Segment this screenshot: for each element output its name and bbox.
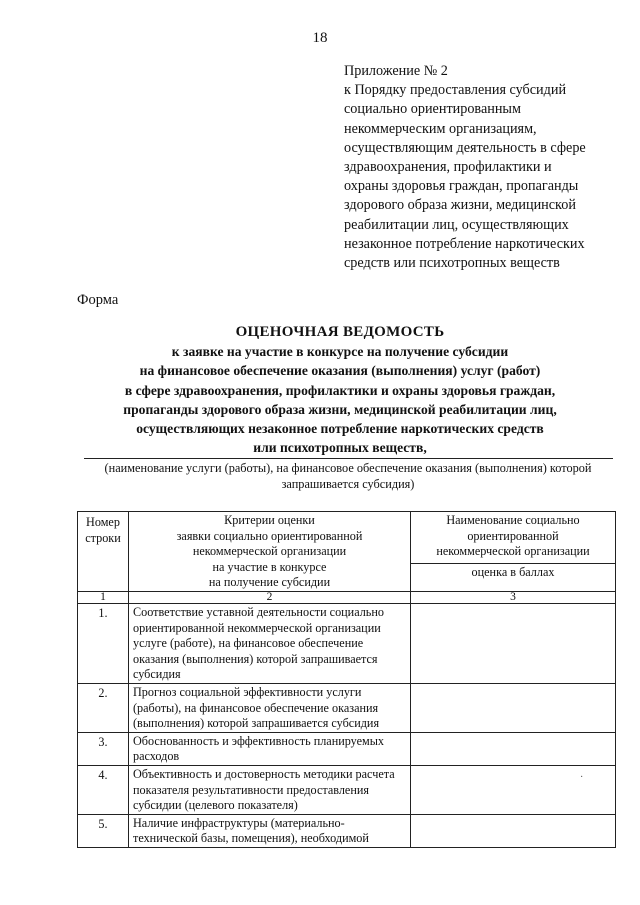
header-text: Наименование социально — [446, 513, 580, 527]
header-organization — [411, 512, 616, 592]
header-text: на получение субсидии — [208, 575, 331, 590]
title-line: или психотропных веществ, — [253, 440, 427, 456]
appendix-line: здравоохранения, профилактики и — [344, 159, 552, 176]
header-text: Номер — [86, 515, 120, 529]
appendix-line: здорового образа жизни, медицинской — [344, 197, 576, 214]
service-name-blank-line[interactable] — [84, 458, 613, 459]
document-title — [60, 322, 620, 458]
header-organization-name — [411, 512, 615, 564]
row-score-cell[interactable] — [411, 814, 616, 847]
row-score-cell[interactable] — [411, 683, 616, 732]
appendix-line: охраны здоровья граждан, пропаганды — [344, 178, 579, 195]
column-number: 1 — [78, 591, 129, 603]
evaluation-table — [77, 511, 616, 848]
row-number: 5. — [78, 814, 129, 847]
caption-line: (наименование услуги (работы), на финансовое обеспечение оказания (выполнения) которой — [104, 461, 592, 475]
table-row — [78, 732, 616, 765]
row-number: 3. — [78, 732, 129, 765]
header-text: некоммерческой организации — [192, 544, 347, 559]
appendix-line: реабилитации лиц, осуществляющих — [344, 216, 569, 233]
header-text: Критерии оценки — [224, 513, 315, 527]
column-number: 2 — [129, 591, 411, 603]
table-row — [78, 603, 616, 683]
form-label: Форма — [77, 292, 119, 308]
row-criterion: Прогноз социальной эффективности услуги (работы), на финансовое обеспечение оказания (выполнения) которой запрашивается субсидия — [129, 683, 411, 732]
table-row — [78, 683, 616, 732]
title-line: пропаганды здорового образа жизни, медицинской реабилитации лиц, — [123, 401, 557, 417]
header-criteria — [129, 512, 411, 592]
row-criterion: Наличие инфраструктуры (материально-технической базы, помещения), необходимой — [129, 814, 411, 847]
table-row — [78, 814, 616, 847]
title-line: осуществляющих незаконное потребление наркотических средств — [136, 421, 544, 437]
service-name-caption — [70, 460, 626, 492]
appendix-line: социально ориентированным — [344, 101, 521, 118]
appendix-line: Приложение № 2 — [344, 63, 448, 79]
appendix-line: к Порядку предоставления субсидий — [344, 82, 567, 99]
title-main: ОЦЕНОЧНАЯ ВЕДОМОСТЬ — [235, 324, 445, 340]
appendix-line: некоммерческим организациям, — [344, 120, 537, 137]
header-text: ориентированной — [467, 528, 559, 543]
row-score-cell[interactable] — [411, 603, 616, 683]
header-text: строки — [85, 530, 121, 545]
page-number: 18 — [312, 30, 328, 46]
appendix-line: осуществляющим деятельность в сфере — [344, 139, 586, 156]
header-score: оценка в баллах — [471, 565, 555, 579]
header-row-number — [78, 512, 129, 592]
table-row — [78, 765, 616, 814]
row-score-cell[interactable] — [411, 732, 616, 765]
caption-line: запрашивается субсидия) — [281, 477, 415, 491]
row-number: 2. — [78, 683, 129, 732]
title-line: к заявке на участие в конкурсе на получение субсидии — [171, 344, 509, 359]
appendix-line: незаконное потребление наркотических — [344, 235, 585, 252]
title-line: в сфере здравоохранения, профилактики и охраны здоровья граждан, — [124, 382, 556, 398]
row-criterion: Обоснованность и эффективность планируемых расходов — [129, 732, 411, 765]
column-number-row — [78, 591, 616, 603]
appendix-line: средств или психотропных веществ — [344, 255, 560, 272]
row-number: 1. — [78, 603, 129, 683]
header-text: заявки социально ориентированной — [176, 528, 363, 543]
scan-dot-mark: · — [580, 772, 584, 783]
row-criterion: Объективность и достоверность методики расчета показателя результативности предоставления субсидии (целевого показателя) — [129, 765, 411, 814]
column-number: 3 — [411, 591, 616, 603]
title-line: на финансовое обеспечение оказания (выполнения) услуг (работ) — [139, 363, 541, 379]
row-score-cell[interactable] — [411, 765, 616, 814]
table-header-row — [78, 512, 616, 592]
appendix-block — [344, 62, 624, 273]
header-text: на участие в конкурсе — [212, 559, 327, 574]
header-text: некоммерческой организации — [436, 544, 590, 559]
row-criterion: Соответствие уставной деятельности социально ориентированной некоммерческой организации услуге (работе), на финансовое обеспечение оказания (выполнения) которой запрашивается субсидия — [129, 603, 411, 683]
row-number: 4. — [78, 765, 129, 814]
